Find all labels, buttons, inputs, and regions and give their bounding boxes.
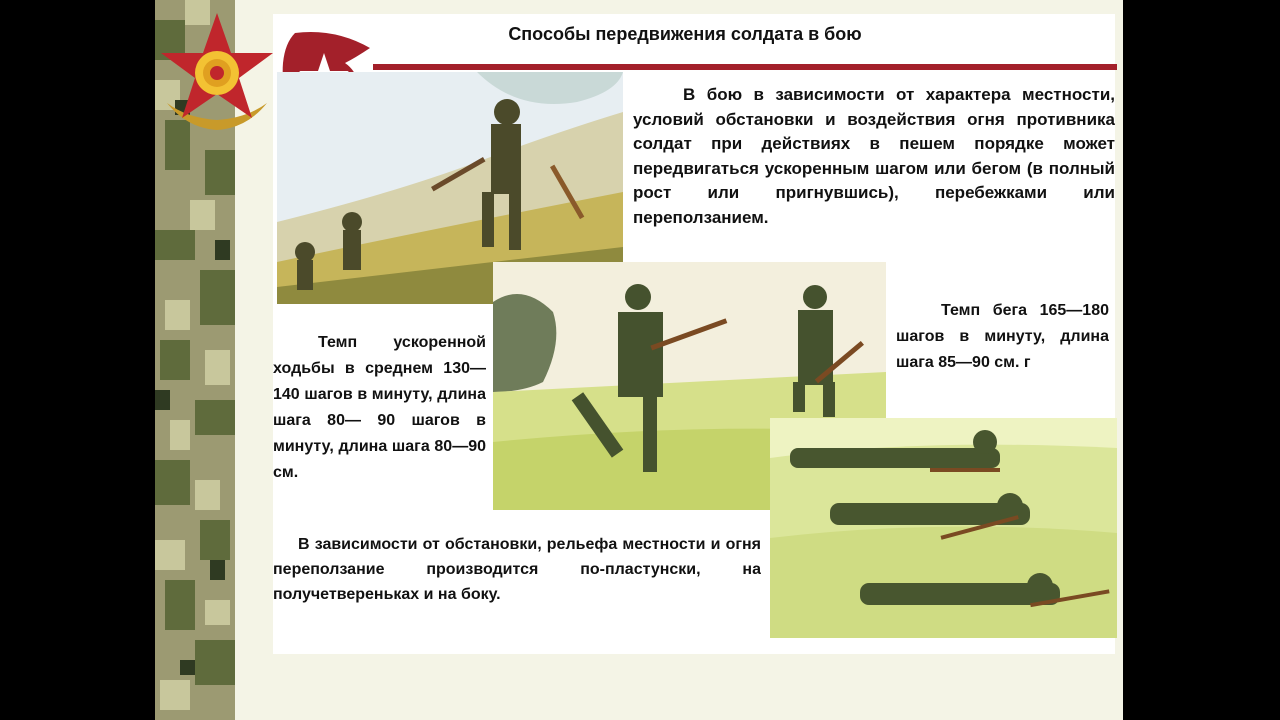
intro-text [633,83,1115,265]
army-star-emblem-icon [157,8,277,138]
slide-title: Способы передвижения солдата в бою [508,24,862,44]
walk-text [273,330,486,490]
crawl-text [273,532,761,612]
walk-paragraph: Темп ускоренной ходьбы в среднем 130—140 шагов в минуту, длина шага 80— 90 шагов в минуту, длина шага 80—90 см. [273,334,486,481]
run-paragraph: Темп бега 165—180 шагов в минуту, длина шага 85—90 см. г [896,302,1109,371]
slide [155,0,1123,720]
intro-paragraph: В бою в зависимости от характера местности, условий обстановки и воздействия огня противника солдат при действиях в пешем порядке может передвигаться ускоренным шагом или бегом (в полный рост или пригнувшись), перебежками или переползанием. [633,85,1115,227]
crawl-paragraph: В зависимости от обстановки, рельефа местности и огня переползание производится по-пластунски, на получетвереньках и на боку. [273,536,761,603]
run-text [896,298,1109,408]
title-underline [373,64,1117,70]
soldiers-crawling-image [770,418,1117,638]
